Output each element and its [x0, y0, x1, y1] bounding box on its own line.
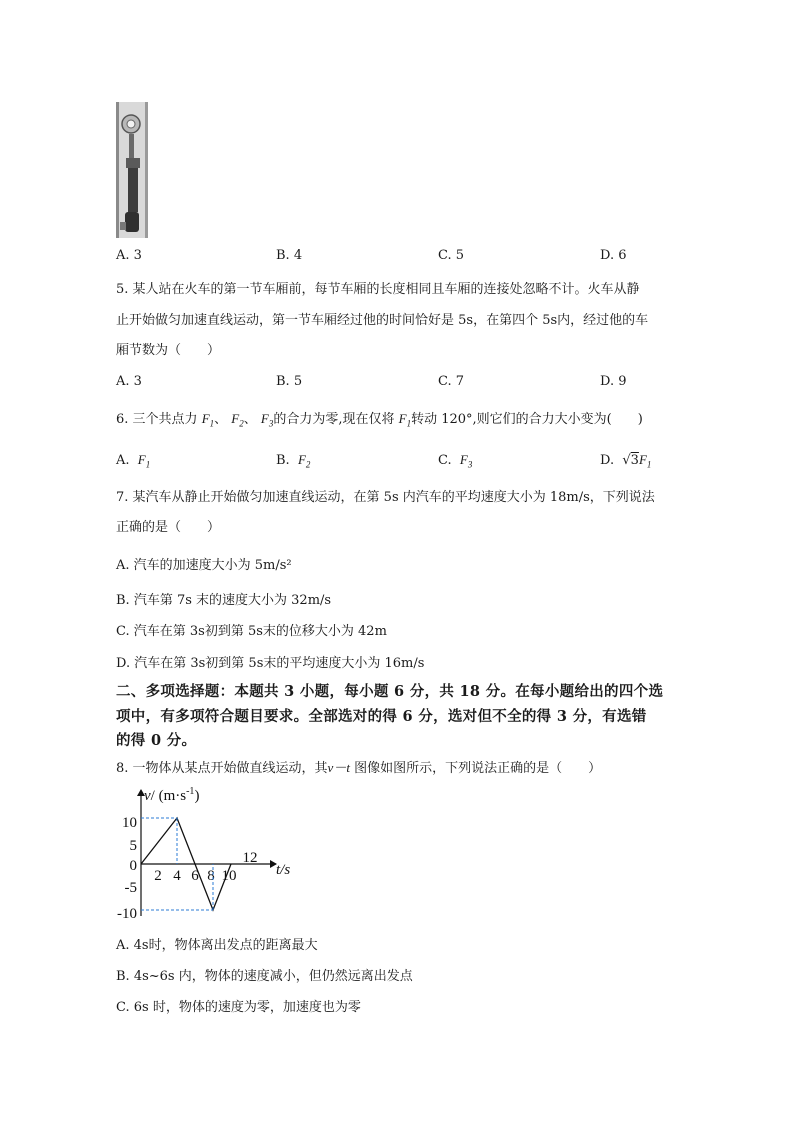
y-tick-label: 5 — [129, 838, 137, 854]
q5-option-a: A. 3 — [116, 374, 142, 389]
vt-graph — [110, 782, 300, 922]
y-tick-label: 10 — [122, 815, 137, 831]
q6-force-f1: $F_1$ — [201, 411, 215, 429]
q6-sep-1: 、 — [214, 412, 228, 427]
q5-stem-line-3: 厢节数为（ ） — [116, 343, 221, 358]
q6-prefix: 6. 三个共点力 — [116, 412, 198, 427]
q7-option-b: B. 汽车第 7s 末的速度大小为 32m/s — [116, 593, 332, 608]
q5-option-b: B. 5 — [276, 374, 303, 389]
q6-middle: 的合力为零,现在仅将 — [273, 412, 395, 427]
q6-option-d: D. $√3F_1$ — [600, 452, 652, 470]
q4-option-a: A. 3 — [116, 248, 142, 263]
q8-option-b: B. 4s~6s 内，物体的速度减小，但仍然远离出发点 — [116, 969, 413, 984]
device-photo — [116, 102, 148, 238]
q8-option-a: A. 4s时，物体离出发点的距离最大 — [116, 938, 318, 953]
section2-heading-line-3: 的得 0 分。 — [116, 732, 197, 749]
y-tick-label: -10 — [117, 906, 137, 922]
x-tick-label: 4 — [173, 868, 181, 884]
q5-option-d: D. 9 — [600, 374, 627, 389]
x-axis-label: t/s — [276, 862, 291, 878]
q8-stem: 8. 一物体从某点开始做直线运动，其v－t 图像如图所示，下列说法正确的是（ ） — [116, 760, 602, 776]
section2-heading-line-1: 二、多项选择题：本题共 3 小题，每小题 6 分，共 18 分。在每小题给出的四个选 — [116, 683, 664, 700]
q6-force-f2: $F_2$ — [231, 411, 244, 429]
x-tick-label: 2 — [154, 868, 162, 884]
q8-stem-var: v－t — [327, 760, 350, 775]
q6-option-c: C. $F_3$ — [438, 452, 473, 470]
q8-option-c: C. 6s 时，物体的速度为零，加速度也为零 — [116, 1000, 361, 1015]
q7-option-c: C. 汽车在第 3s初到第 5s末的位移大小为 42m — [116, 624, 387, 639]
q6-force-f1-rotated: $F_1$ — [398, 411, 412, 429]
y-axis-label: v/ $(m\cdot s^{-1})$ — [144, 786, 200, 804]
q7-stem-line-1: 7. 某汽车从静止开始做匀加速直线运动，在第 5s 内汽车的平均速度大小为 18m/s，下列说法 — [116, 490, 655, 505]
q5-stem-line-2: 止开始做匀加速直线运动，第一节车厢经过他的时间恰好是 5s，在第四个 5s内，经过他的车 — [116, 313, 649, 328]
x-tick-label: 10 — [221, 868, 237, 884]
q5-stem-line-1: 5. 某人站在火车的第一节车厢前，每节车厢的长度相同且车厢的连接处忽略不计。火车从静 — [116, 282, 640, 297]
x-tick-label: 8 — [207, 868, 215, 884]
y-tick-label: -5 — [124, 880, 137, 896]
q4-option-b: B. 4 — [276, 248, 303, 263]
q6-option-a: A. $F_1$ — [116, 452, 151, 470]
x-tick-label: 12 — [242, 850, 258, 866]
q4-option-c: C. 5 — [438, 248, 465, 263]
q6-sep-2: 、 — [243, 412, 257, 427]
q7-option-d: D. 汽车在第 3s初到第 5s末的平均速度大小为 16m/s — [116, 656, 425, 671]
q6-option-b: B. $F_2$ — [276, 452, 311, 470]
q7-option-a: A. 汽车的加速度大小为 5m/s² — [116, 558, 292, 573]
sqrt-symbol-icon: √ — [622, 453, 631, 468]
section2-heading-line-2: 项中，有多项符合题目要求。全部选对的得 6 分，选对但不全的得 3 分，有选错 — [116, 708, 647, 725]
x-tick-label: 6 — [191, 868, 199, 884]
q7-stem-line-2: 正确的是（ ） — [116, 520, 221, 535]
q5-option-c: C. 7 — [438, 374, 465, 389]
q6-stem — [116, 409, 643, 434]
q6-force-f3: $F_3$ — [260, 411, 274, 429]
q4-option-d: D. 6 — [600, 248, 627, 263]
q6-suffix: 转动 120°,则它们的合力大小变为( ) — [411, 412, 643, 427]
y-tick-label: 0 — [129, 858, 137, 874]
